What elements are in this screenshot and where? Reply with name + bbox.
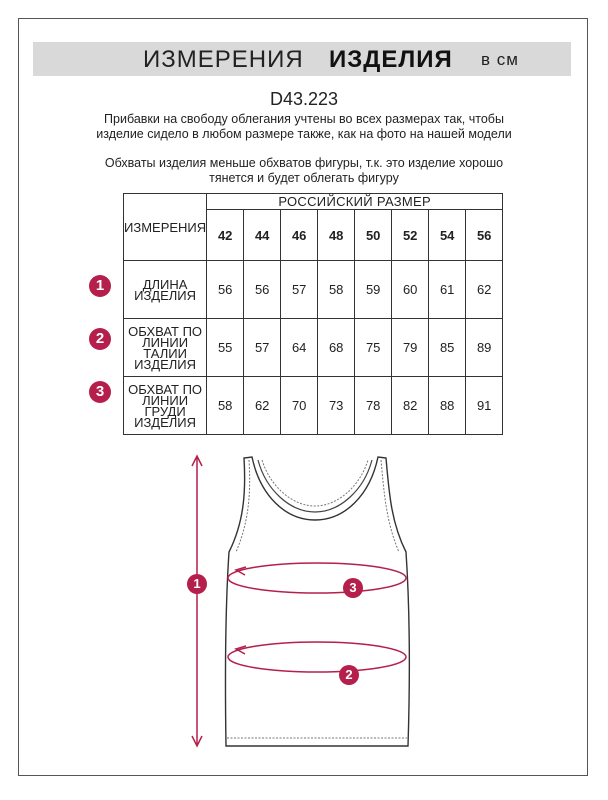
value-cell: 70: [281, 377, 318, 435]
value-cell: 79: [392, 319, 429, 377]
value-cell: 58: [207, 377, 244, 435]
row-label: ОБХВАТ ПО ЛИНИИ ГРУДИ ИЗДЕЛИЯ: [124, 377, 207, 435]
value-cell: 58: [318, 261, 355, 319]
value-cell: 57: [281, 261, 318, 319]
title-unit: в см: [481, 50, 519, 69]
value-cell: 56: [207, 261, 244, 319]
size-cell: 50: [355, 210, 392, 261]
waist-marker-badge: 2: [339, 665, 359, 685]
length-marker-badge: 1: [187, 574, 207, 594]
stretch-note: Обхваты изделия меньше обхватов фигуры, т.к. это изделие хорошо тянется и будет облегать фигуру: [104, 156, 504, 185]
value-cell: 62: [244, 377, 281, 435]
size-cell: 44: [244, 210, 281, 261]
value-cell: 57: [244, 319, 281, 377]
value-cell: 68: [318, 319, 355, 377]
article-code: D43.223: [269, 89, 339, 109]
size-cell: 48: [318, 210, 355, 261]
chest-marker-badge: 3: [343, 578, 363, 598]
size-cell: 42: [207, 210, 244, 261]
value-cell: 61: [429, 261, 466, 319]
title-word-measurements: ИЗМЕРЕНИЯ: [143, 46, 304, 73]
value-cell: 78: [355, 377, 392, 435]
value-cell: 85: [429, 319, 466, 377]
value-cell: 55: [207, 319, 244, 377]
size-header: РОССИЙСКИЙ РАЗМЕР: [207, 194, 503, 210]
fit-note: Прибавки на свободу облегания учтены во всех размерах так, чтобы изделие сидело в любом размере также, как на фото на нашей модели: [96, 112, 512, 141]
row-number-badge: 1: [89, 275, 111, 297]
value-cell: 88: [429, 377, 466, 435]
row-label: ДЛИНА ИЗДЕЛИЯ: [124, 261, 207, 319]
value-cell: 60: [392, 261, 429, 319]
value-cell: 59: [355, 261, 392, 319]
size-cell: 52: [392, 210, 429, 261]
row-number-badge: 3: [89, 381, 111, 403]
tank-top-outline: [225, 457, 409, 746]
value-cell: 56: [244, 261, 281, 319]
neckline-stitch-inner: [262, 460, 368, 506]
row-label: ОБХВАТ ПО ЛИНИИ ТАЛИИ ИЗДЕЛИЯ: [124, 319, 207, 377]
value-cell: 82: [392, 377, 429, 435]
measure-header: ИЗМЕРЕНИЯ: [124, 194, 207, 261]
value-cell: 64: [281, 319, 318, 377]
size-cell: 46: [281, 210, 318, 261]
row-number-badge: 2: [89, 328, 111, 350]
title-word-product: ИЗДЕЛИЯ: [329, 46, 453, 73]
value-cell: 75: [355, 319, 392, 377]
size-cell: 54: [429, 210, 466, 261]
size-cell: 56: [466, 210, 503, 261]
value-cell: 89: [466, 319, 503, 377]
value-cell: 73: [318, 377, 355, 435]
value-cell: 62: [466, 261, 503, 319]
value-cell: 91: [466, 377, 503, 435]
